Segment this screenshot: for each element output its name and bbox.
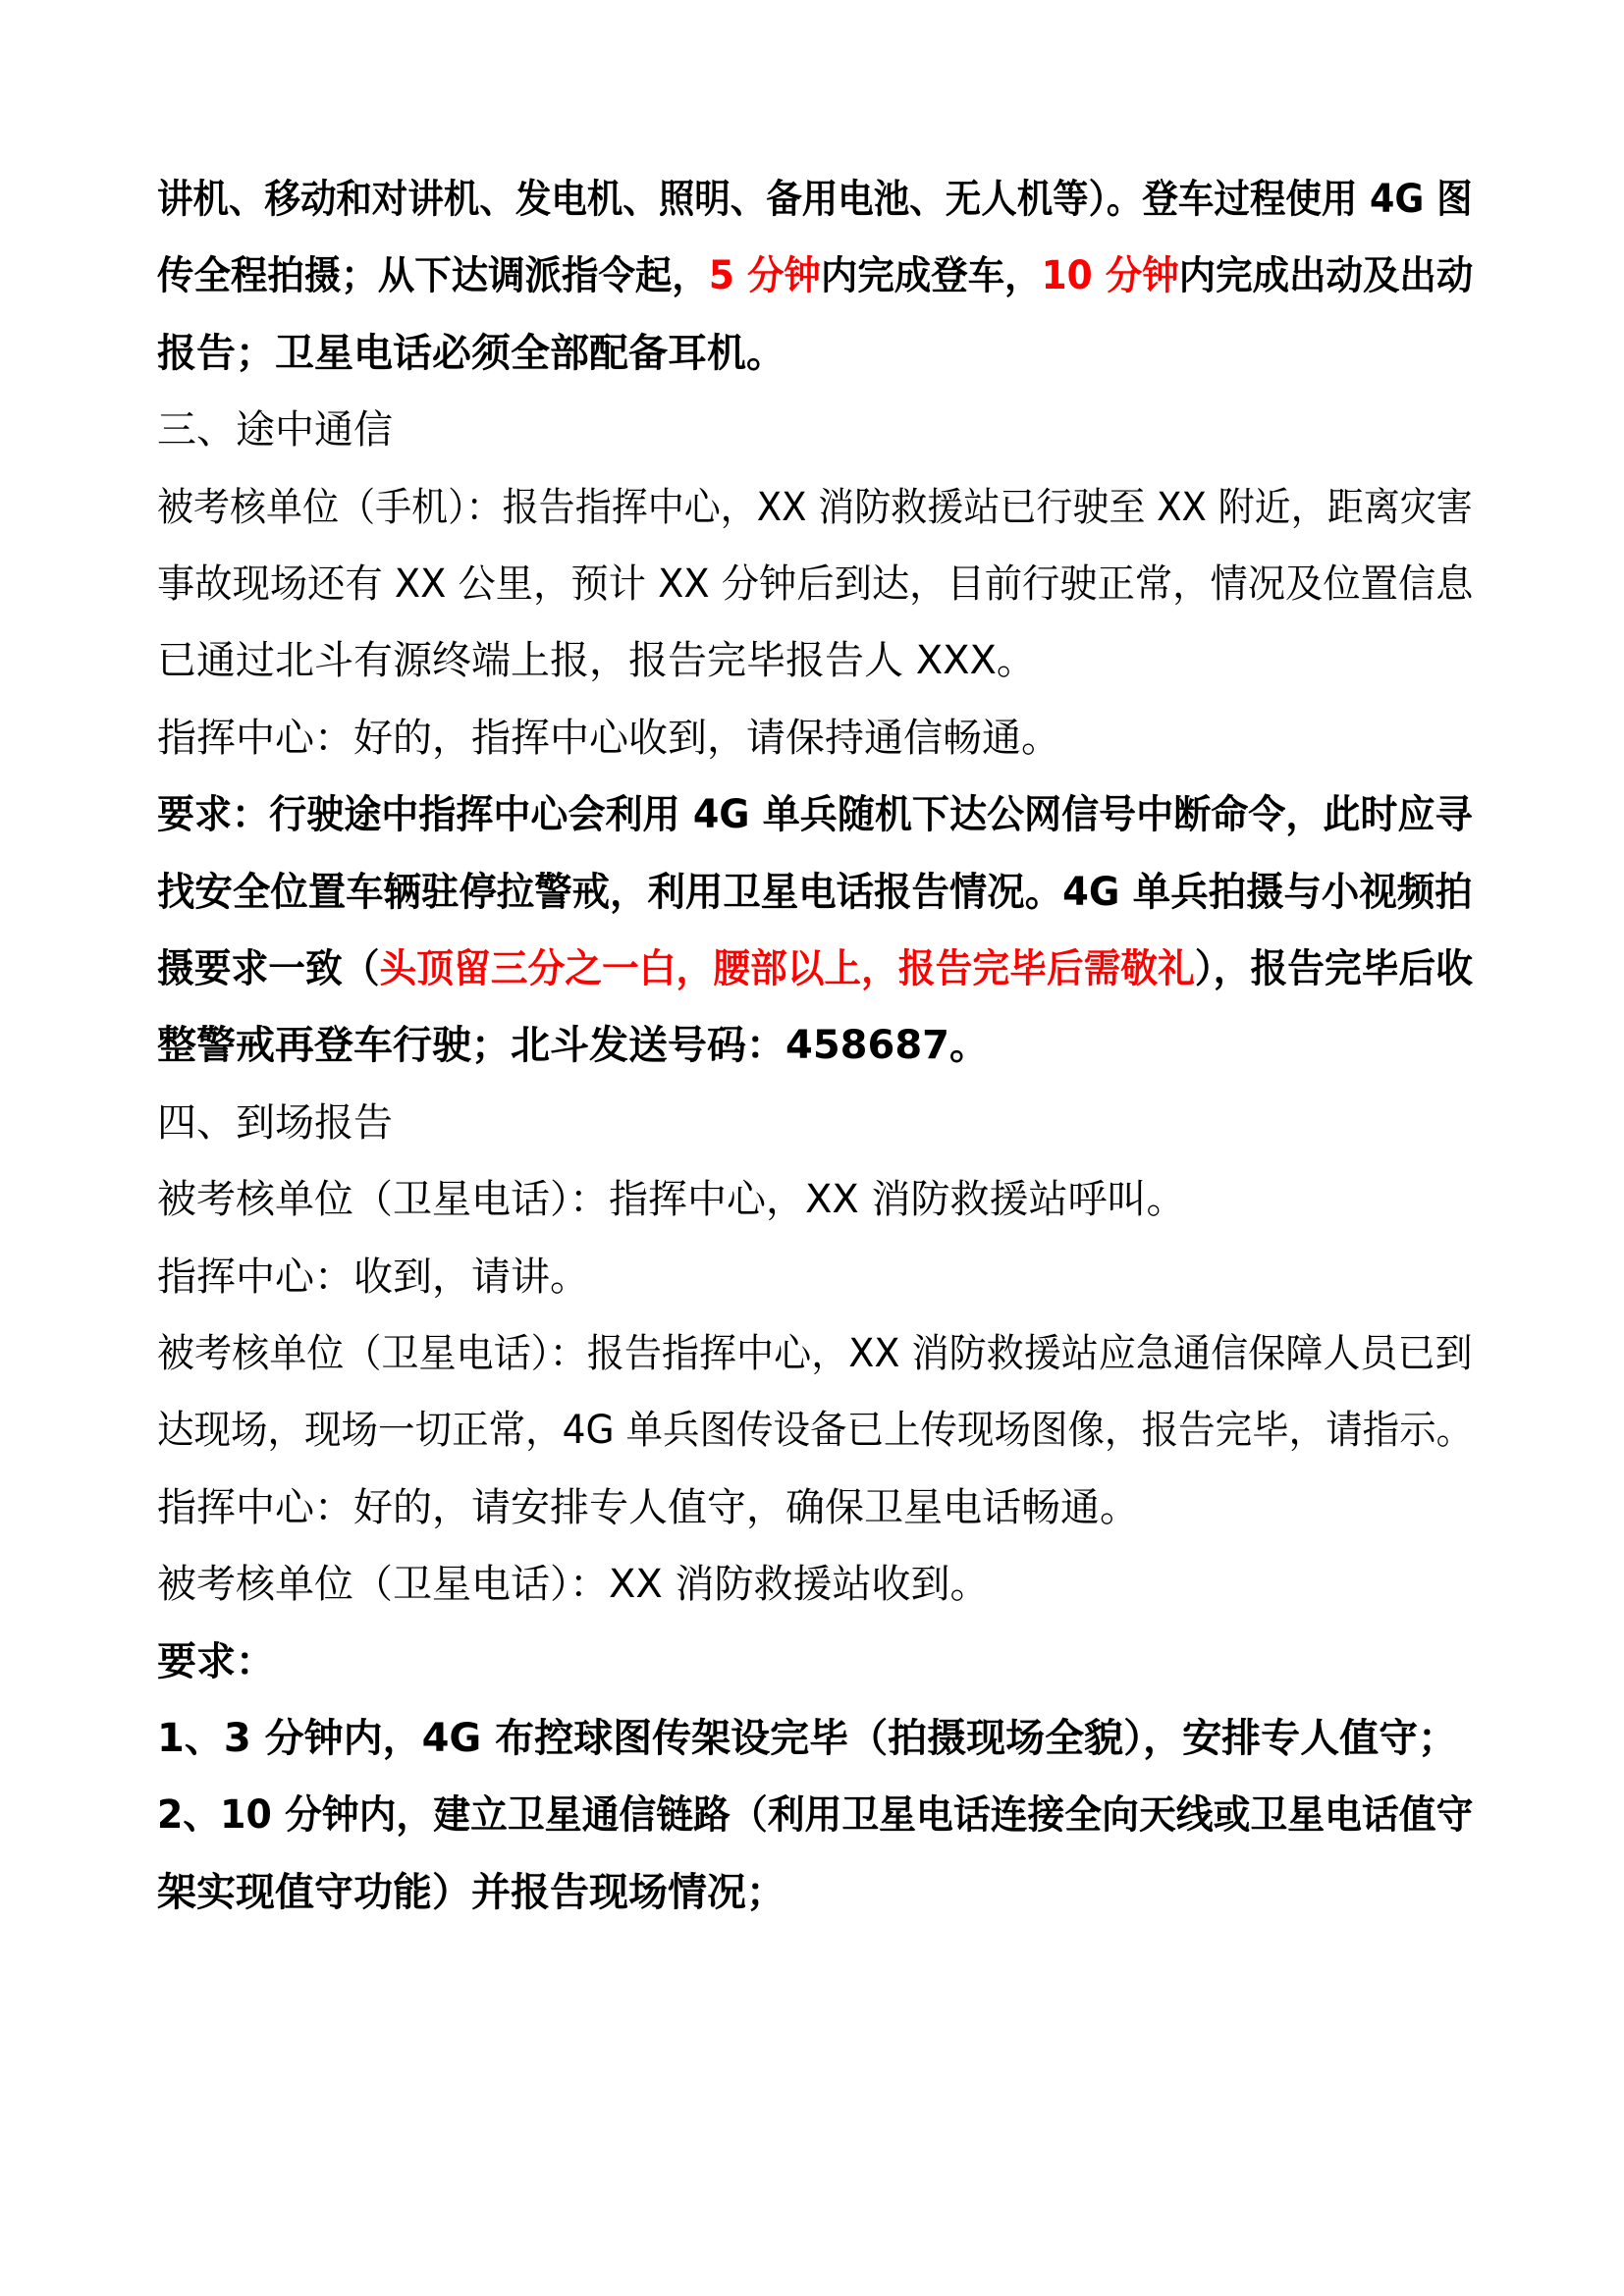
text-line	[157, 1406, 1473, 1455]
text-run: 摄要求一致（	[157, 946, 380, 991]
text-run: ），报告完毕后收	[1194, 946, 1473, 991]
text-run: 被考核单位（卫星电话）：指挥中心，XX 消防救援站呼叫。	[157, 1177, 1186, 1223]
text-run: 被考核单位（卫星电话）：报告指挥中心，XX 消防救援站应急通信保障人员已到	[157, 1331, 1473, 1376]
text-line	[157, 636, 1036, 685]
text-run: 内完成出动及出动	[1178, 253, 1474, 299]
text-run: 指挥中心：收到，请讲。	[157, 1254, 589, 1300]
text-line	[157, 790, 1473, 839]
text-run: 架实现值守功能）并报告现场情况；	[157, 1869, 785, 1915]
text-line	[157, 1560, 990, 1609]
text-run: 达现场，现场一切正常，4G 单兵图传设备已上传现场图像，报告完毕，请指示。	[157, 1408, 1474, 1454]
highlighted-text: 10 分钟	[1041, 253, 1179, 299]
text-line	[157, 1637, 275, 1686]
text-run: 指挥中心：好的，指挥中心收到，请保持通信畅通。	[157, 715, 1060, 761]
text-run: 2、10 分钟内，建立卫星通信链路（利用卫星电话连接全向天线或卫星电话值守	[157, 1792, 1474, 1839]
text-run: 找安全位置车辆驻停拉警戒，利用卫星电话报告情况。4G 单兵拍摄与小视频拍	[157, 869, 1473, 915]
text-run: 三、途中通信	[157, 407, 393, 454]
text-run: 1、3 分钟内，4G 布控球图传架设完毕（拍摄现场全貌），安排专人值守；	[157, 1716, 1458, 1761]
text-run: 内完成登车，	[820, 253, 1042, 299]
text-line	[157, 251, 1473, 300]
text-run: 被考核单位（手机）：报告指挥中心，XX 消防救援站已行驶至 XX 附近，距离灾害	[157, 484, 1473, 530]
text-line	[157, 560, 1473, 609]
text-line	[157, 1021, 989, 1070]
text-run: 讲机、移动和对讲机、发电机、照明、备用电池、无人机等）。登车过程使用 4G 图	[157, 177, 1473, 222]
text-line	[157, 175, 1473, 224]
text-run: 传全程拍摄；从下达调派指令起，	[157, 253, 709, 299]
text-line	[157, 714, 1060, 763]
text-run: 已通过北斗有源终端上报，报告完毕报告人 XXX。	[157, 638, 1036, 684]
text-line	[157, 1329, 1473, 1378]
text-line	[157, 944, 1473, 993]
text-run: 事故现场还有 XX 公里，预计 XX 分钟后到达，目前行驶正常，情况及位置信息	[157, 561, 1474, 607]
text-line	[157, 1098, 393, 1148]
highlighted-text: 头顶留三分之一白，腰部以上，报告完毕后需敬礼	[379, 946, 1195, 991]
text-run: 被考核单位（卫星电话）：XX 消防救援站收到。	[157, 1562, 990, 1608]
text-line	[157, 1483, 1139, 1532]
highlighted-text: 5 分钟	[708, 253, 821, 299]
text-line	[157, 1790, 1473, 1840]
text-run: 报告；卫星电话必须全部配备耳机。	[157, 330, 785, 376]
text-run: 四、到场报告	[157, 1099, 393, 1146]
text-run: 要求：行驶途中指挥中心会利用 4G 单兵随机下达公网信号中断命令，此时应寻	[157, 792, 1473, 838]
text-line	[157, 1714, 1457, 1763]
text-line	[157, 329, 785, 378]
text-run: 整警戒再登车行驶；北斗发送号码：458687。	[157, 1023, 989, 1069]
text-run: 指挥中心：好的，请安排专人值守，确保卫星电话畅通。	[157, 1484, 1139, 1530]
text-line	[157, 1868, 785, 1917]
text-line	[157, 1175, 1186, 1224]
text-line	[157, 483, 1473, 532]
text-line	[157, 1253, 589, 1302]
text-line	[157, 868, 1473, 917]
text-line	[157, 405, 393, 454]
text-run: 要求：	[157, 1638, 275, 1684]
